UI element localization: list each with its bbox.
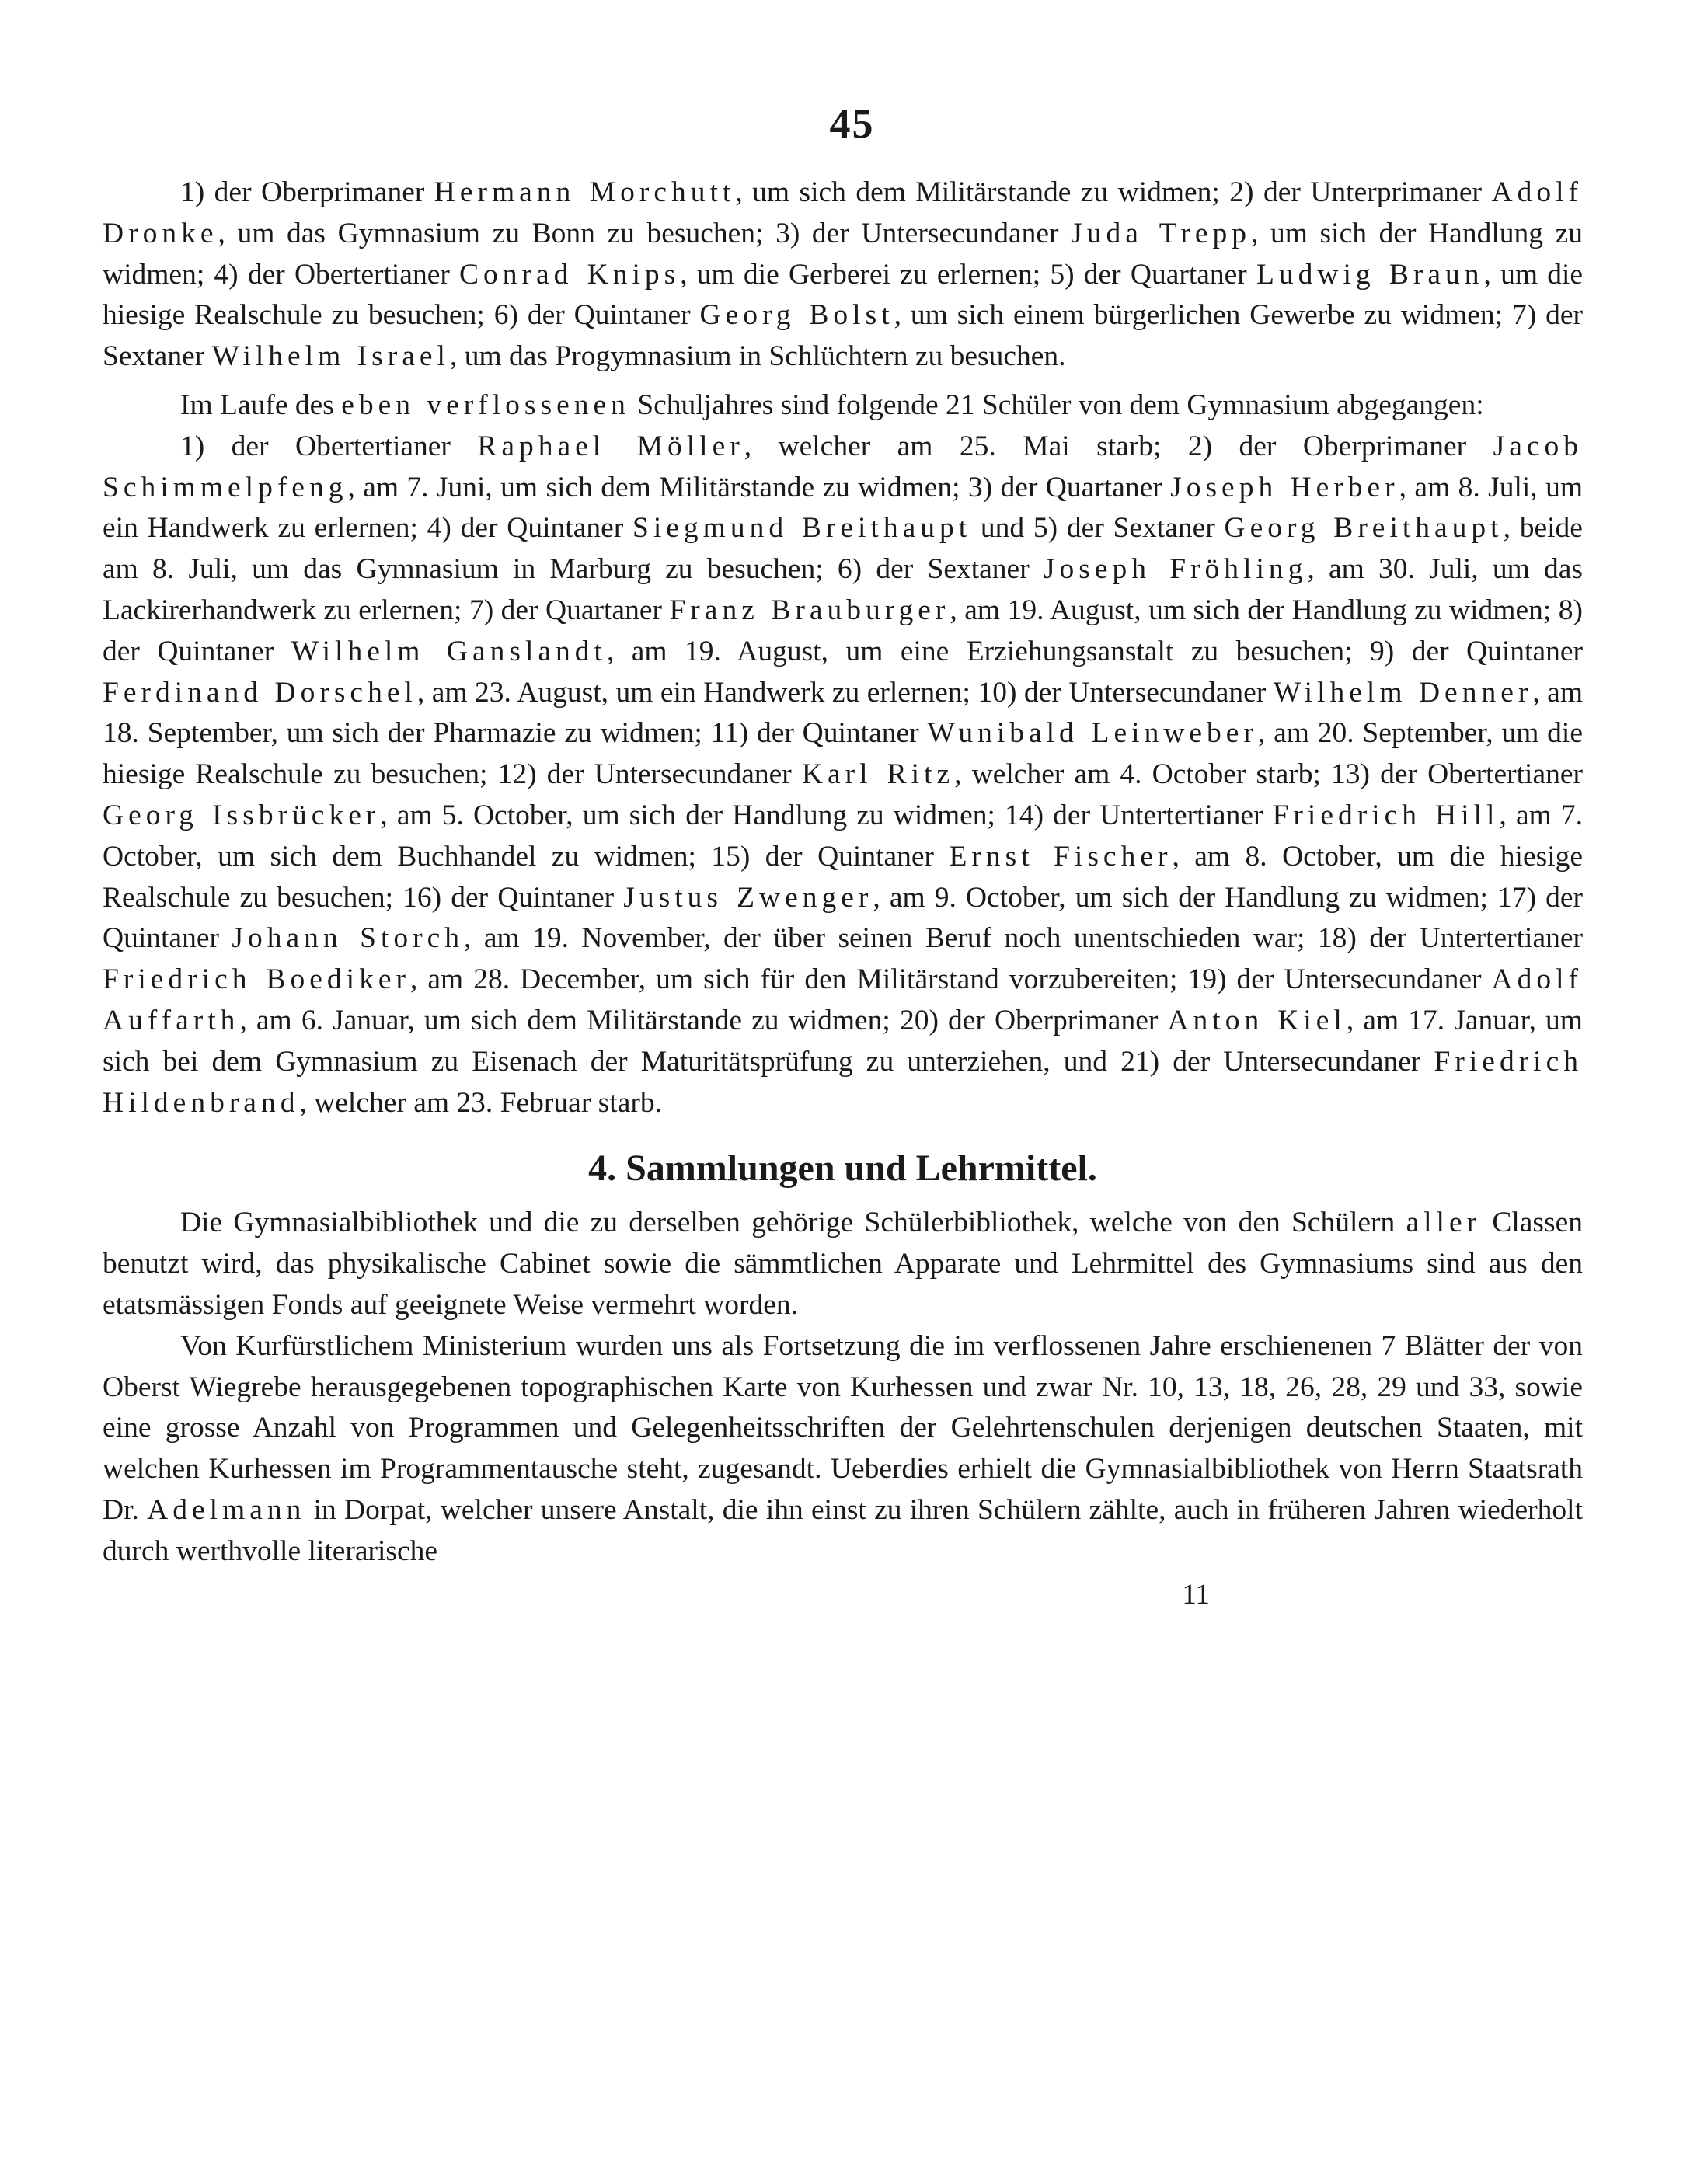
text-segment: , am 19. August, um eine Erziehungsanstalt zu besuchen; 9) der Quintaner [606, 635, 1584, 667]
text-segment: , um die hiesige Realschule zu besuchen; 6) der Quintaner [103, 258, 1584, 332]
text-segment: , um das Progymnasium in Schlüchtern zu besuchen. [449, 340, 1066, 373]
text-segment: 1) der Oberprimaner [180, 176, 434, 208]
text-segment: , um sich der Handlung zu widmen; 4) der Obertertianer [103, 217, 1584, 291]
text-segment: , um die Gerberei zu erlernen; 5) der Quartaner [680, 258, 1256, 291]
text-segment: , am 5. October, um sich der Handlung zu widmen; 14) der Untertertianer [380, 799, 1273, 831]
student-name: Juda Trepp [1071, 217, 1252, 249]
student-name: Joseph Fröhling [1043, 553, 1308, 586]
student-name: Wunibald Leinweber [927, 717, 1258, 750]
student-name: Georg Breithaupt [1224, 512, 1504, 545]
student-name: Johann Storch [232, 922, 465, 955]
student-name: Friedrich Boediker [103, 963, 410, 996]
text-segment: , welcher am 25. Mai starb; 2) der Oberprimaner [744, 430, 1493, 462]
text-segment: , am 20. September, um die hiesige Realschule zu besuchen; 12) der Untersecundaner [103, 717, 1583, 791]
text-segment: , am 28. December, um sich für den Militärstand vorzubereiten; 19) der Untersecundaner [409, 963, 1492, 996]
text-segment: , welcher am 4. October starb; 13) der Obertertianer [954, 758, 1583, 791]
emphasized-text: eben verflossenen [341, 388, 630, 421]
student-name: Friedrich Hildenbrand [103, 1045, 1583, 1119]
text-segment: in Dorpat, welcher unsere Anstalt, die ihn einst zu ihren Schülern zählte, auch in früheren Jahren wiederholt durch werthvolle literarische [103, 1493, 1583, 1567]
student-name: Karl Ritz [801, 758, 955, 791]
text-segment: Von Kurfürstlichem Ministerium wurden uns als Fortsetzung die im verflossenen Jahre erschienenen 7 Blätter der von Oberst Wiegrebe herausgegebenen topographischen Karte von Kurhessen und zwar Nr. 10, 13, 18, 26, 28, 29 und 33, sowie eine grosse Anzahl von Programmen und Gelegenheitsschriften der Gelehrtenschulen derjenigen deutschen Staaten, mit welchen Kurhessen im Programmentausche steht, zugesandt. Ueberdies erhielt die Gymnasialbibliothek von Herrn Staatsrath Dr. [103, 1329, 1583, 1526]
text-segment: , am 8. October, um die hiesige Realschule zu besuchen; 16) der Quintaner [103, 840, 1584, 914]
student-name: Georg Bolst [699, 299, 894, 332]
text-segment: Schuljahres sind folgende 21 Schüler von dem Gymnasium abgegangen: [629, 388, 1484, 421]
student-name: Wilhelm Denner [1273, 676, 1533, 709]
student-name: Wilhelm Israel [211, 340, 450, 373]
student-name: Ludwig Braun [1256, 258, 1484, 291]
text-segment: , am 17. Januar, um sich bei dem Gymnasium zu Eisenach der Maturitätsprüfung zu unterziehen, und 21) der Untersecundaner [103, 1004, 1583, 1078]
text-segment: , am 6. Januar, um sich dem Militärstande zu widmen; 20) der Oberprimaner [239, 1004, 1168, 1036]
student-name: Raphael Möller [477, 430, 744, 462]
student-name: Siegmund Breithaupt [632, 512, 972, 545]
text-segment: , am 23. August, um ein Handwerk zu erlernen; 10) der Untersecundaner [416, 676, 1274, 709]
paragraph-departures-previous [103, 172, 1583, 378]
student-name: Hermann Morchutt [434, 176, 736, 208]
text-segment: Im Laufe des [180, 388, 342, 421]
emphasized-text: aller [1406, 1207, 1482, 1239]
text-segment: , am 7. Juni, um sich dem Militärstande zu widmen; 3) der Quartaner [347, 471, 1171, 503]
student-name: Georg Issbrücker [103, 799, 381, 831]
student-name: Joseph Herber [1170, 471, 1399, 503]
paragraph-library [103, 1203, 1583, 1325]
paragraph-ministry [103, 1326, 1583, 1573]
student-name: Justus Zwenger [623, 881, 873, 914]
body-text [103, 172, 1583, 1614]
text-segment: Die Gymnasialbibliothek und die zu derselben gehörige Schülerbibliothek, welche von den Schülern [180, 1207, 1406, 1239]
student-name: Wilhelm Ganslandt [291, 635, 607, 667]
text-segment: , beide am 8. Juli, um das Gymnasium in Marburg zu besuchen; 6) der Sextaner [103, 512, 1583, 586]
text-segment: , um das Gymnasium zu Bonn zu besuchen; 3) der Untersecundaner [218, 217, 1072, 249]
text-segment: , am 19. August, um sich der Handlung zu widmen; 8) der Quintaner [103, 594, 1583, 667]
text-segment: , am 9. October, um sich der Handlung zu widmen; 17) der Quintaner [103, 881, 1583, 955]
text-segment: , am 19. November, der über seinen Beruf noch unentschieden war; 18) der Untertertianer [464, 922, 1583, 955]
person-name: Adelmann [147, 1493, 306, 1526]
text-segment: 1) der Obertertianer [180, 430, 478, 462]
student-name: Franz Brauburger [669, 594, 950, 626]
text-segment: , am 8. Juli, um ein Handwerk zu erlernen; 4) der Quintaner [103, 471, 1583, 545]
student-name: Ferdinand Dorschel [103, 676, 417, 709]
student-name: Adolf Dronke [103, 176, 1583, 249]
student-name: Conrad Knips [459, 258, 681, 291]
student-name: Friedrich Hill [1272, 799, 1500, 831]
text-segment: , am 18. September, um sich der Pharmazie zu widmen; 11) der Quintaner [103, 676, 1583, 750]
text-segment: , um sich dem Militärstande zu widmen; 2) der Unterprimaner [735, 176, 1492, 208]
paragraph-departures-list [103, 427, 1583, 1124]
text-segment: , um sich einem bürgerlichen Gewerbe zu widmen; 7) der Sextaner [103, 299, 1583, 373]
text-segment: und 5) der Sextaner [971, 512, 1225, 545]
paragraph-departures-intro [103, 385, 1583, 427]
signature-mark: 11 [1182, 1578, 1210, 1611]
student-name: Anton Kiel [1167, 1004, 1347, 1036]
text-segment: , am 30. Juli, um das Lackirerhandwerk zu erlernen; 7) der Quartaner [103, 553, 1583, 626]
text-segment: Classen benutzt wird, das physikalische Cabinet sowie die sämmtlichen Apparate und Lehrmittel des Gymnasiums sind aus den etatsmässigen Fonds auf geeignete Weise vermehrt worden. [103, 1207, 1583, 1321]
section-heading: 4. Sammlungen und Lehrmittel. [588, 1148, 1097, 1190]
student-name: Jacob Schimmelpfeng [103, 430, 1583, 503]
student-name: Adolf Auffarth [103, 963, 1583, 1036]
student-name: Ernst Fischer [949, 840, 1173, 873]
text-segment: , welcher am 23. Februar starb. [299, 1086, 662, 1119]
text-segment: , am 7. October, um sich dem Buchhandel zu widmen; 15) der Quintaner [103, 799, 1584, 873]
page-number: 45 [829, 100, 875, 147]
